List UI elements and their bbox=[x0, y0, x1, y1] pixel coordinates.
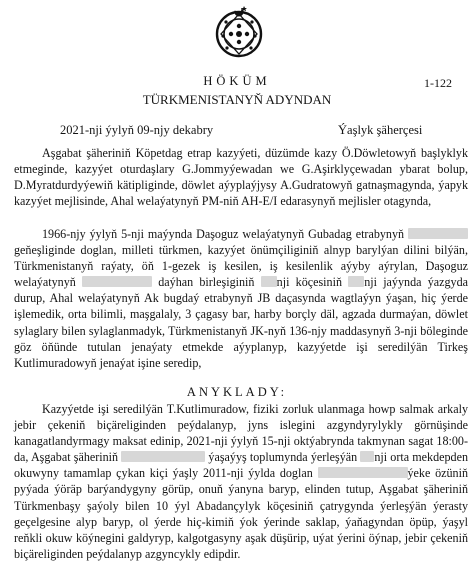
redaction-block bbox=[318, 467, 408, 478]
paragraph-defendant-info: 1966-njy ýylyň 5-nji maýynda Daşoguz welaýatynyň Gubadag etrabynyň geňeşliginde doglan, milleti türkmen, kazyýet önümçiliginiň alnyp barylýan dilini bilýän, Türkmenistanyň raýaty, öň 1-gezek iş kesilen, iş kesilenlik aýyby aýrylan, Daşoguz welaýatynyň daýhan birleşiginiň nji köçesiniň nji jaýynda ýazgyda durup, Ahal welaýatynyň Ak bugdaý etrabynyň JB daçasynda wagtlaýyn ýaşan, hiç ýerde işlemedik, orta bilimli, maşgalaly, 3 çagasy bar, harby borçly däl, agzada durmaýan, döwlet sylaglary bilen sylaglanmadyk, Türkmenistanyň JK-nyň 136-njy maddasynyň 3-nji böleginde göz öňünde tutulan jenaýaty etmekde aýyplanyp, kazyýetde işi seredilýän Tirkeş Kutlimuradowyň jenaýat işine seredip, bbox=[14, 227, 468, 370]
redaction-block bbox=[348, 276, 364, 287]
redaction-block bbox=[408, 228, 468, 239]
redaction-block bbox=[360, 451, 374, 462]
document-title: HÖKÜM bbox=[203, 74, 271, 88]
document-location: Ýaşlyk şäherçesi bbox=[338, 123, 423, 137]
document-date: 2021-nji ýylyň 09-njy dekabry bbox=[60, 123, 214, 137]
redaction-block bbox=[121, 451, 205, 462]
redaction-block bbox=[261, 276, 277, 287]
paragraph-findings: Kazyýetde işi seredilýän T.Kutlimuradow, fiziki zorluk ulanmaga howp salmak arkaly jebir çekeniň biçäreliginden peýdalanyp, jyns islegini azgyndyrylykly görnüşinde kanagatlandyrmagy maksat edinip, 2021-nji ýylyň 15-nji oktýabrynda takmynan sagat 18:00-da, Aşgabat şäheriniň ýaşaýyş toplumynda ýerleşýän nji orta mekdepden okuwyny tamamlap çykan kiçi ýaşly 2011-nji ýylda doglan ýeke özüniň pyýada ýöräp barýandygyny görüp, onuň ýanyna baryp, elinden tutup, Aşgabat şäheriniň Türkmenbaşy şaýoly bilen 10 ýyl Abadançylyk köçesiniň çatrygynda ýerleşýän ýerasty geçelgesine alyp baryp, ol ýerde hiç-kimiň ýok ýerinde saklap, ýaňagyndan öpüp, ýaşyl reňkli okuw köýnegini galdyryp, kalgotgasyny aşak düşürip, uýat ýerini öýnap, jebir çekeniň biçäreliginden peýdalanyp azgyncykly edipdir. bbox=[14, 402, 468, 561]
document-number: 1-122 bbox=[424, 76, 452, 90]
redaction-block bbox=[82, 276, 152, 287]
paragraph-court-composition: Aşgabat şäheriniň Köpetdag etrap kazyýeti, düzümde kazy Ö.Döwletowyň başlyklyk etmeginde, kazyýet oturdaşlary G.Jommyýewadan we G.Aşirklyçewadan ybarat bolup, D.Myratdurdyýewiň kätipliginde, döwlet aýyplaýjysy A.Gudratowyň gatnaşmagynda, ýapyk kazyýet mejlisinde, Ahal welaýatynyň PM-niň AH-E/I edarasynyň mejlisler otagynda, bbox=[14, 146, 468, 209]
issuing-authority: TÜRKMENISTANYŇ ADYNDAN bbox=[142, 92, 332, 107]
state-emblem-icon bbox=[213, 4, 265, 60]
section-heading: ANYKLADY: bbox=[186, 385, 288, 399]
